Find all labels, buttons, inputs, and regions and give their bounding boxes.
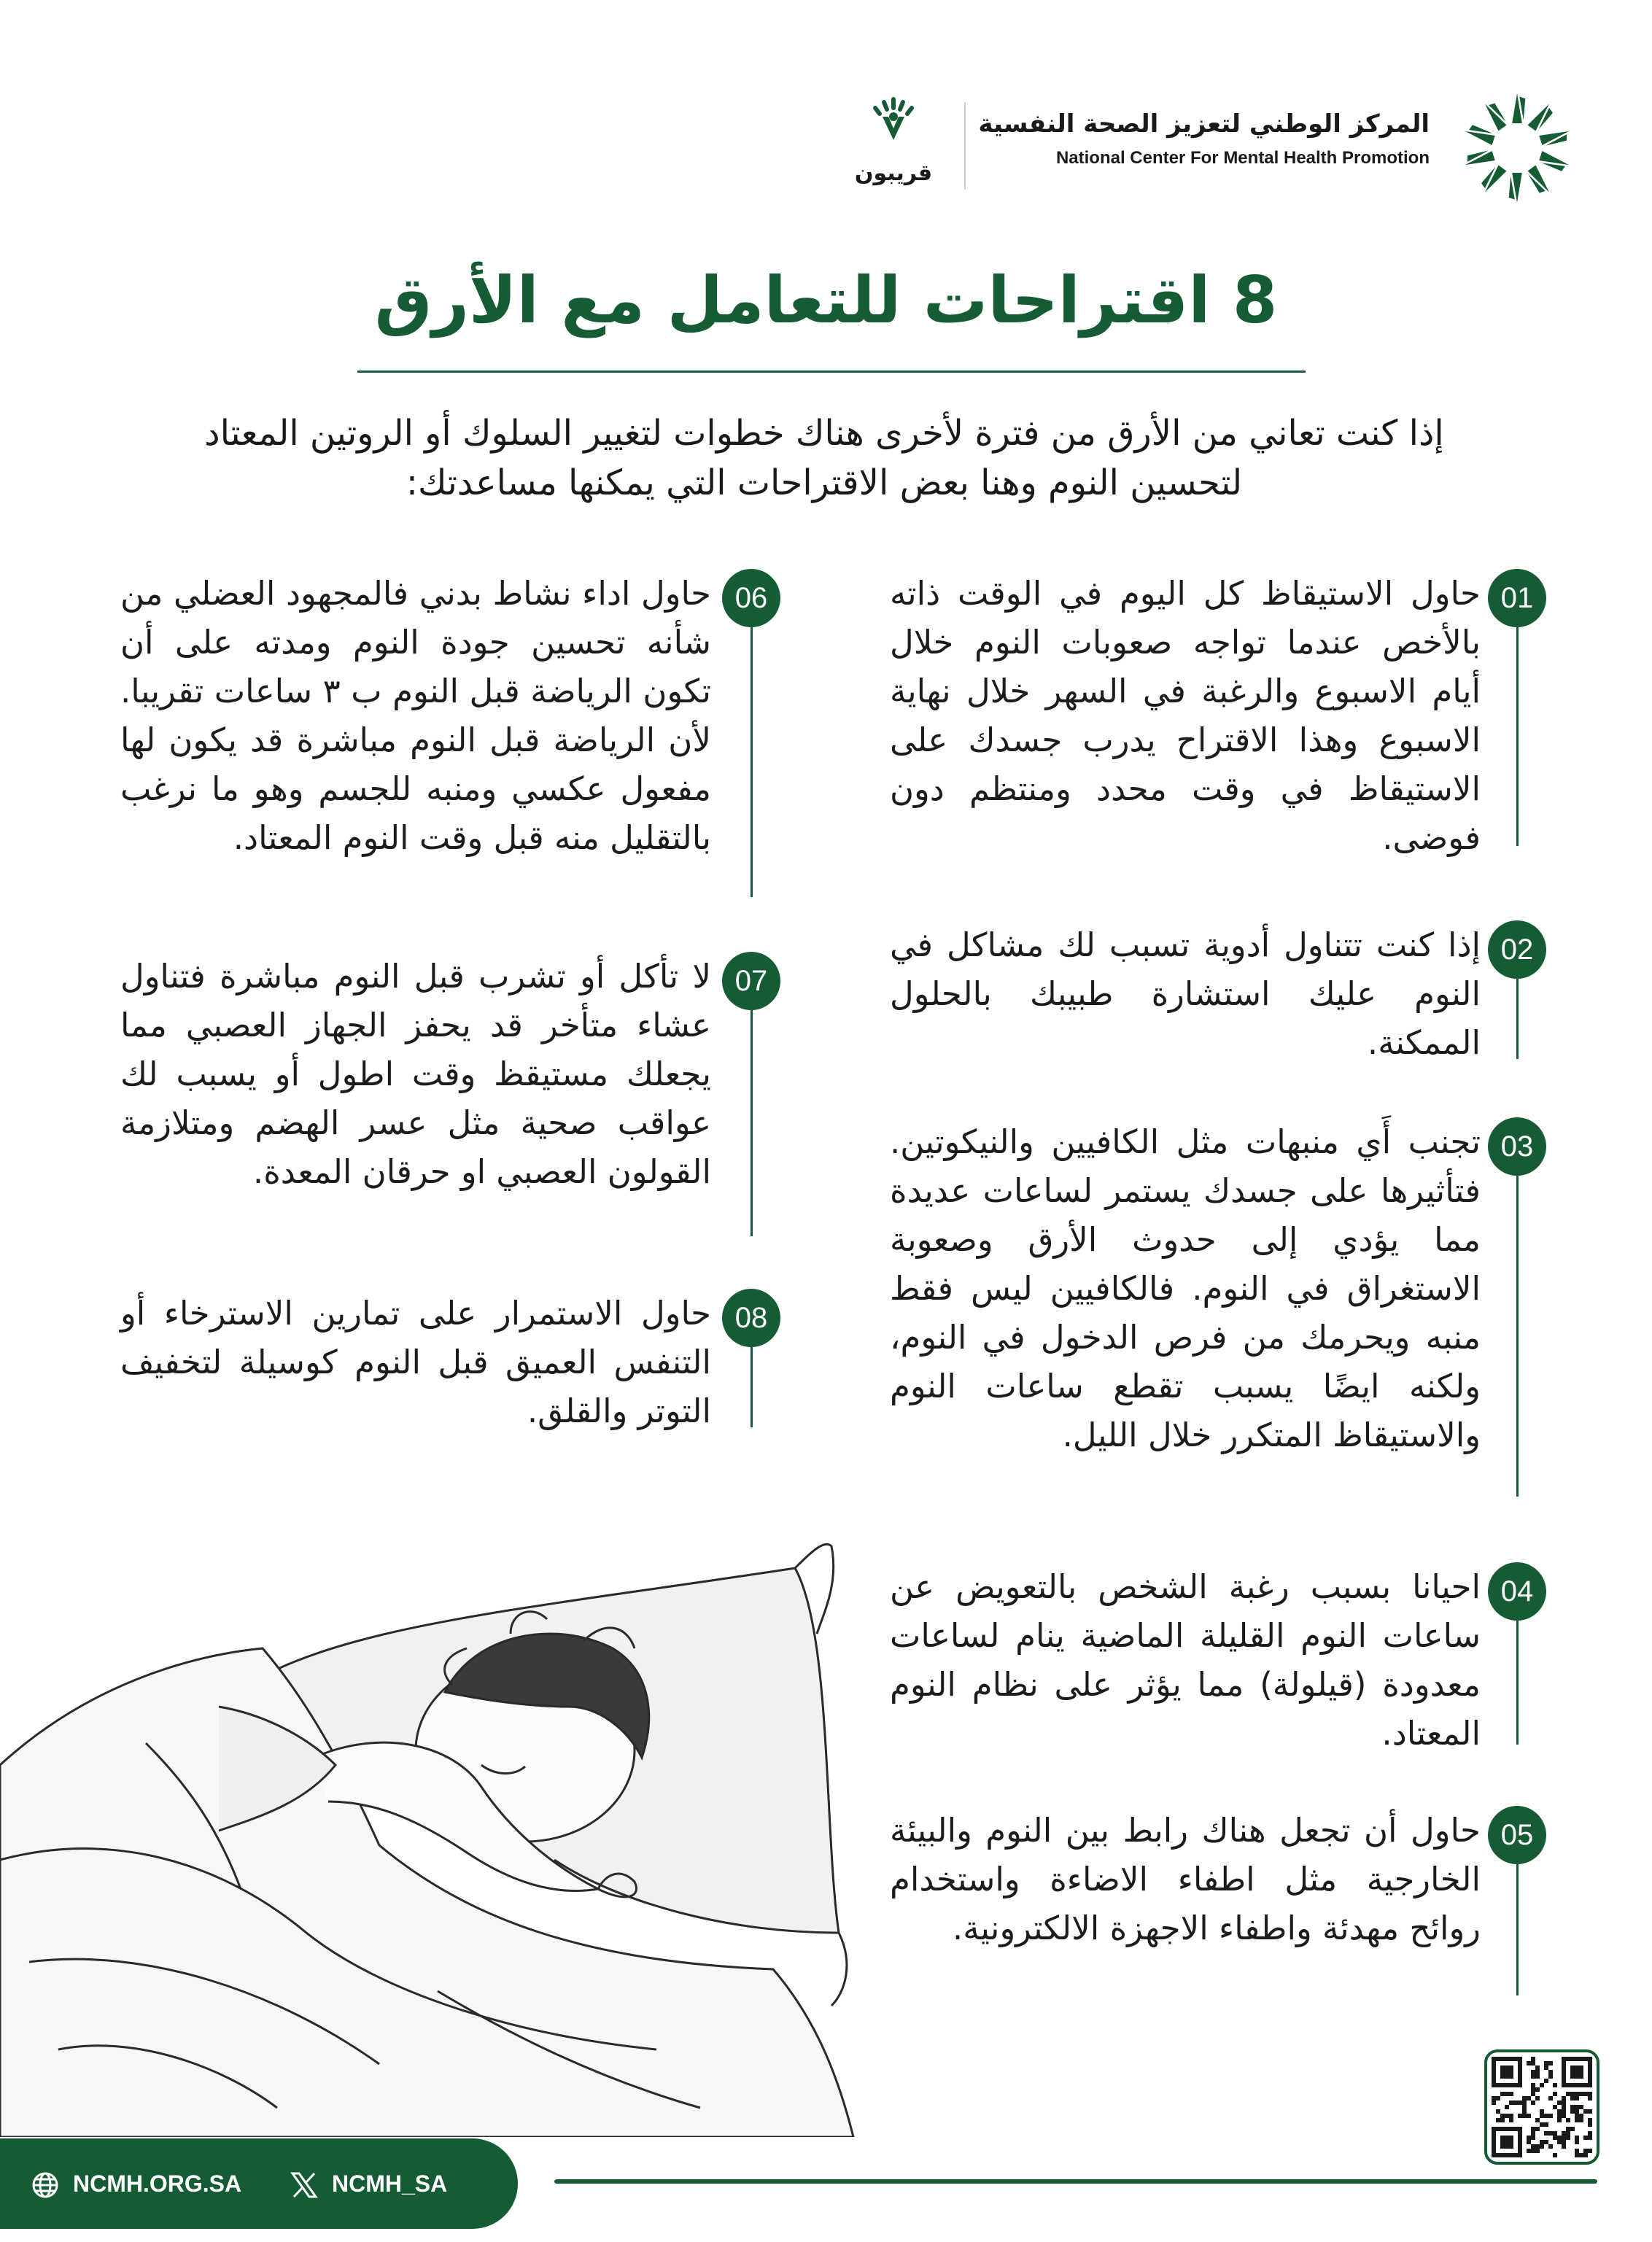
tip-03 (890, 1117, 1481, 1459)
tip-01 (890, 569, 1481, 862)
title-underline (357, 371, 1306, 373)
tip-connector (751, 1010, 753, 1236)
tip-text: إذا كنت تتناول أدوية تسبب لك مشاكل في النوم عليك استشارة طبيبك بالحلول الممكنة. (890, 926, 1481, 1062)
qr-code-icon (1484, 2049, 1599, 2165)
tip-number-badge: 04 (1488, 1562, 1546, 1621)
tip-connector (1516, 1864, 1519, 1995)
tip-06 (120, 569, 711, 862)
header-divider (964, 102, 966, 190)
tip-number-badge: 02 (1488, 920, 1546, 979)
tip-04 (890, 1562, 1481, 1758)
tip-number-badge: 01 (1488, 569, 1546, 627)
tip-connector (1516, 627, 1519, 846)
tip-text: حاول أن تجعل هناك رابط بين النوم والبيئة الخارجية مثل اطفاء الاضاءة واستخدام روائح مهدئة واطفاء الاجهزة الالكترونية. (890, 1811, 1481, 1947)
tip-02 (890, 920, 1481, 1067)
tip-connector (751, 1347, 753, 1427)
x-logo-icon (290, 2172, 318, 2198)
footer-rule (554, 2179, 1597, 2184)
tip-text: حاول اداء نشاط بدني فالمجهود العضلي من شأنه تحسين جودة النوم ومدته على أن تكون الرياضة قبل النوم ب ٣ ساعات تقريبا. لأن الرياضة قبل النوم مباشرة قد يكون لها مفعول عكسي ومنبه للجسم وهو ما نرغب بالتقليل منه قبل وقت النوم المعتاد. (120, 574, 711, 857)
ncmh-star-logo-icon (1448, 86, 1586, 210)
tip-connector (1516, 1176, 1519, 1497)
tip-text: حاول الاستمرار على تمارين الاسترخاء أو التنفس العميق قبل النوم كوسيلة لتخفيف التوتر والقلق. (120, 1294, 711, 1430)
globe-icon (31, 2171, 60, 2200)
tip-08 (120, 1289, 711, 1435)
tip-number-badge: 03 (1488, 1117, 1546, 1176)
tip-07 (120, 952, 711, 1196)
tip-number-badge: 06 (722, 569, 780, 627)
tip-number-badge: 05 (1488, 1806, 1546, 1864)
org-name-english: National Center For Mental Health Promotion (1055, 148, 1430, 168)
sleeping-person-illustration (0, 1524, 861, 2137)
tip-text: تجنب أَي منبهات مثل الكافيين والنيكوتين. فتأثيرها على جسدك يستمر لساعات عديدة مما يؤدي إلى حدوث الأرق وصعوبة الاستغراق في النوم. فالكافيين ليس فقط منبه ويحرمك من فرص الدخول في النوم، ولكنه ايضًا يسبب تقطع ساعات النوم والاستيقاظ المتكرر خلال الليل. (890, 1122, 1481, 1454)
website-link[interactable]: NCMH.ORG.SA (73, 2171, 242, 2197)
x-handle-link[interactable]: NCMH_SA (332, 2171, 448, 2197)
tip-connector (751, 627, 753, 897)
org-name-arabic: المركز الوطني لتعزيز الصحة النفسية (978, 109, 1430, 139)
page-title: 8 اقتراحات للتعامل مع الأرق (374, 263, 1278, 338)
tip-05 (890, 1806, 1481, 1952)
tip-number-badge: 08 (722, 1289, 780, 1347)
tip-text: حاول الاستيقاظ كل اليوم في الوقت ذاته بالأخص عندما تواجه صعوبات النوم خلال أيام الاسبوع والرغبة في السهر خلال نهاية الاسبوع وهذا الاقتراح يدرب جسدك على الاستيقاظ في وقت محدد ومنتظم دون فوضى. (890, 574, 1481, 857)
tip-connector (1516, 979, 1519, 1059)
tip-text: لا تأكل أو تشرب قبل النوم مباشرة فتناول عشاء متأخر قد يحفز الجهاز العصبي مما يجعلك مستيقظ وقت اطول أو يسبب لك عواقب صحية مثل عسر الهضم ومتلازمة القولون العصبي او حرقان المعدة. (120, 957, 711, 1191)
tip-number-badge: 07 (722, 952, 780, 1010)
intro-paragraph: إذا كنت تعاني من الأرق من فترة لأخرى هناك خطوات لتغيير السلوك أو الروتين المعتاد لتحسين النوم وهنا بعض الاقتراحات التي يمكنها مساعدتك: (204, 413, 1444, 503)
qareeboon-logo-icon (853, 95, 934, 160)
tip-text: احيانا بسبب رغبة الشخص بالتعويض عن ساعات النوم القليلة الماضية ينام لساعات معدودة (قيلولة) مما يؤثر على نظام النوم المعتاد. (890, 1567, 1481, 1753)
tip-connector (1516, 1621, 1519, 1745)
program-name: قريبون (854, 160, 933, 186)
